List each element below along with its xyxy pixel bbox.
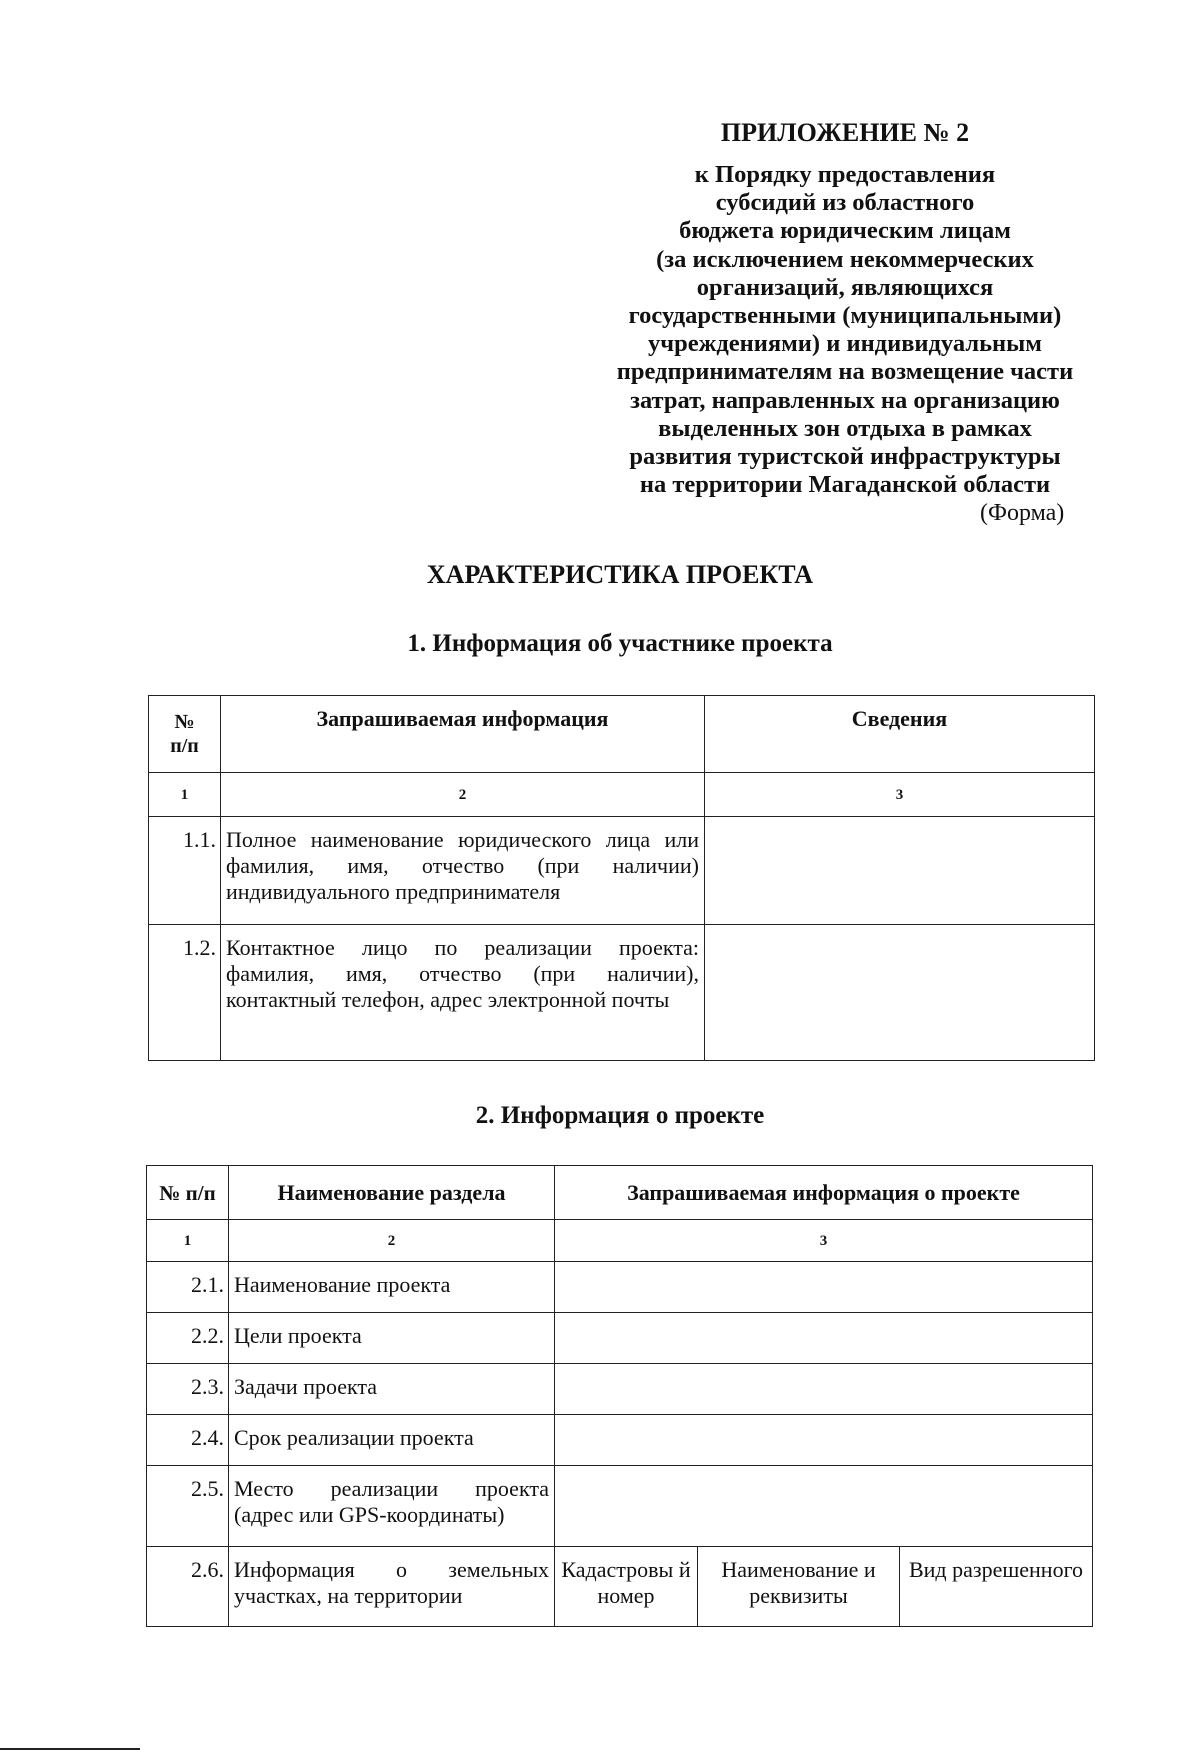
row-number: 2.4. xyxy=(147,1415,229,1466)
row-value-field[interactable] xyxy=(705,925,1095,1061)
header-number: № п/п xyxy=(149,696,221,773)
annex-title: ПРИЛОЖЕНИЕ № 2 xyxy=(720,118,970,147)
row-value-field[interactable] xyxy=(555,1415,1093,1466)
row-label: Место реализации проекта (адрес или GPS-координаты) xyxy=(229,1466,555,1547)
column-number-1: 1 xyxy=(149,773,221,817)
annex-block xyxy=(565,115,1125,499)
column-number-3: 3 xyxy=(705,773,1095,817)
column-number-2: 2 xyxy=(229,1220,555,1262)
name-and-details-header: Наименование и реквизиты xyxy=(698,1547,900,1627)
column-number-3: 3 xyxy=(555,1220,1093,1262)
row-label: Срок реализации проекта xyxy=(229,1415,555,1466)
row-value-field[interactable] xyxy=(705,817,1095,925)
annex-line: развития туристской инфраструктуры xyxy=(629,443,1061,471)
row-number: 2.3. xyxy=(147,1364,229,1415)
table-row xyxy=(147,1547,1093,1627)
annex-line: предпринимателям на возмещение части xyxy=(616,358,1074,386)
row-value-field[interactable] xyxy=(555,1364,1093,1415)
row-number: 1.2. xyxy=(149,925,221,1061)
section1-title: 1. Информация об участнике проекта xyxy=(407,630,833,657)
participant-info-table xyxy=(148,695,1095,1061)
annex-line: (за исключением некоммерческих xyxy=(656,245,1034,273)
table-row xyxy=(149,925,1095,1061)
row-number: 2.2. xyxy=(147,1313,229,1364)
row-value-field[interactable] xyxy=(555,1313,1093,1364)
annex-line: субсидий из областного xyxy=(715,189,975,217)
table-row xyxy=(147,1313,1093,1364)
row-label: Наименование проекта xyxy=(229,1262,555,1313)
row-label: Информация о земельных участках, на территории xyxy=(229,1547,555,1627)
column-number-1: 1 xyxy=(147,1220,229,1262)
footer-divider xyxy=(0,1748,140,1750)
table-row xyxy=(147,1415,1093,1466)
row-number: 2.1. xyxy=(147,1262,229,1313)
annex-line: бюджета юридическим лицам xyxy=(679,217,1011,245)
table-row xyxy=(149,817,1095,925)
table-row xyxy=(147,1262,1093,1313)
row-label: Полное наименование юридического лица или фамилия, имя, отчество (при наличии) индивидуального предпринимателя xyxy=(221,817,705,925)
row-number: 2.6. xyxy=(147,1547,229,1627)
form-label: (Форма) xyxy=(980,500,1065,526)
header-number: № п/п xyxy=(147,1166,229,1220)
header-requested-info: Запрашиваемая информация xyxy=(221,696,705,773)
table-row xyxy=(147,1364,1093,1415)
annex-line: государственными (муниципальными) xyxy=(628,302,1062,330)
row-value-field[interactable] xyxy=(555,1262,1093,1313)
row-value-field[interactable] xyxy=(555,1466,1093,1547)
cadastral-number-header: Кадастровы й номер xyxy=(555,1547,698,1627)
document-title: ХАРАКТЕРИСТИКА ПРОЕКТА xyxy=(426,560,814,589)
section2-title: 2. Информация о проекте xyxy=(475,1102,765,1129)
table-row xyxy=(147,1466,1093,1547)
annex-line: к Порядку предоставления xyxy=(694,161,996,188)
header-details: Сведения xyxy=(705,696,1095,773)
permitted-use-header: Вид разрешенного xyxy=(900,1547,1093,1627)
row-label: Задачи проекта xyxy=(229,1364,555,1415)
annex-line: выделенных зон отдыха в рамках xyxy=(658,414,1032,442)
row-label: Цели проекта xyxy=(229,1313,555,1364)
row-number: 1.1. xyxy=(149,817,221,925)
header-section-name: Наименование раздела xyxy=(229,1166,555,1220)
annex-line: организаций, являющихся xyxy=(696,273,994,301)
header-requested-project-info: Запрашиваемая информация о проекте xyxy=(555,1166,1093,1220)
annex-line: на территории Магаданской области xyxy=(639,471,1051,499)
row-number: 2.5. xyxy=(147,1466,229,1547)
annex-line: учреждениями) и индивидуальным xyxy=(648,330,1042,358)
annex-line: затрат, направленных на организацию xyxy=(630,386,1060,414)
project-info-table xyxy=(146,1165,1093,1627)
column-number-2: 2 xyxy=(221,773,705,817)
row-label: Контактное лицо по реализации проекта: фамилия, имя, отчество (при наличии), контактный телефон, адрес электронной почты xyxy=(221,925,705,1061)
